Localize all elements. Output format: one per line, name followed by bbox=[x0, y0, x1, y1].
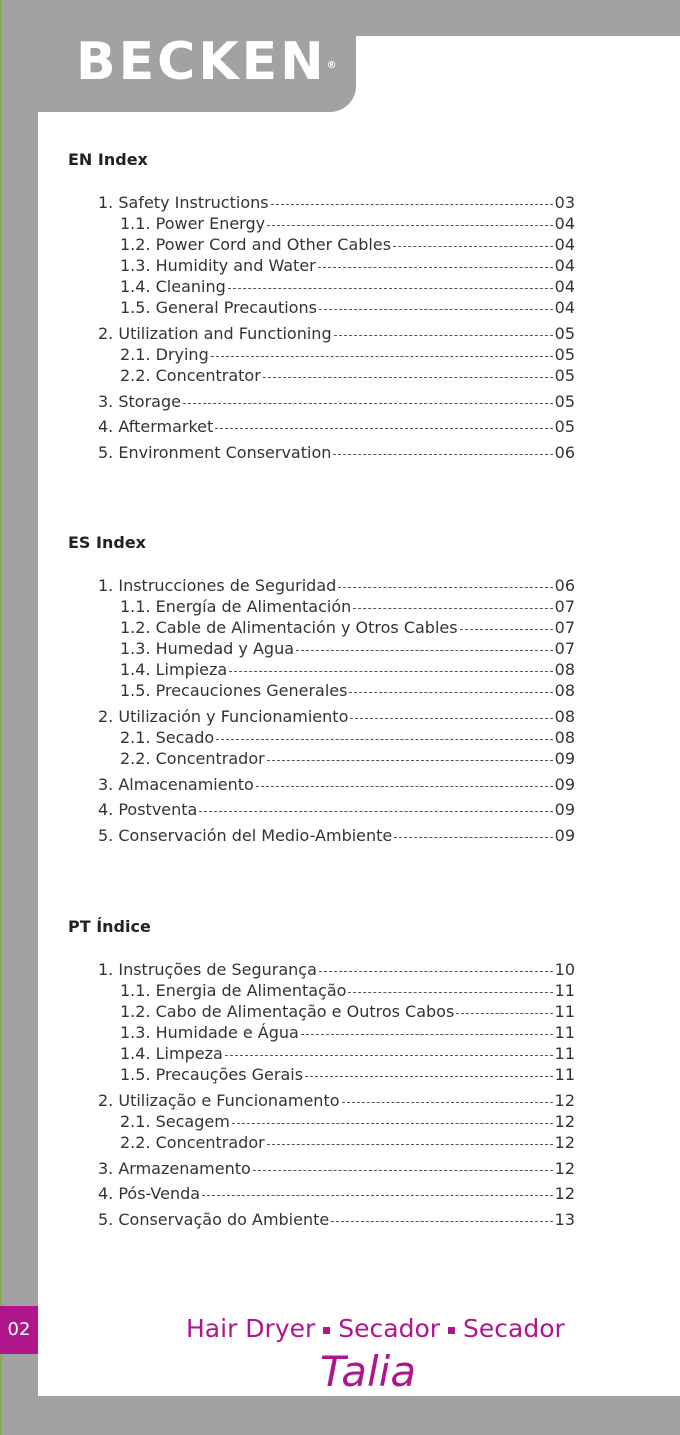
toc-entry-label: 2.1. Secado bbox=[120, 728, 215, 747]
toc-entry-page: 13 bbox=[554, 1210, 575, 1229]
toc-entry[interactable] bbox=[120, 660, 575, 680]
toc-entry-label: 4. Pós-Venda bbox=[98, 1184, 201, 1203]
toc-entry-page: 11 bbox=[554, 1023, 575, 1042]
dot-leader bbox=[318, 267, 553, 268]
dot-leader bbox=[271, 204, 553, 205]
dot-leader bbox=[202, 1195, 553, 1196]
toc-entry-label: 2.2. Concentrador bbox=[120, 1133, 265, 1152]
dot-leader bbox=[350, 718, 552, 719]
toc-entry-page: 10 bbox=[554, 960, 575, 979]
toc-entry-label: 1.2. Cable de Alimentación y Otros Cables bbox=[120, 618, 458, 637]
toc-entry-page: 11 bbox=[554, 1002, 575, 1021]
toc-entry[interactable] bbox=[120, 639, 575, 659]
toc-entry[interactable] bbox=[120, 618, 575, 638]
toc-entry[interactable] bbox=[120, 256, 575, 276]
toc-entry-label: 2.1. Drying bbox=[120, 345, 209, 364]
dot-leader bbox=[305, 1076, 553, 1077]
toc-entry-page: 08 bbox=[554, 660, 575, 679]
product-line-pt: Secador bbox=[463, 1314, 565, 1343]
toc-entry-page: 03 bbox=[554, 193, 575, 212]
toc-entry-label: 1.4. Cleaning bbox=[120, 277, 226, 296]
toc-entry-label: 1. Instrucciones de Seguridad bbox=[98, 576, 337, 595]
dot-leader bbox=[348, 992, 552, 993]
toc-entry[interactable] bbox=[120, 1023, 575, 1043]
dot-leader bbox=[229, 671, 552, 672]
toc-entry-page: 04 bbox=[554, 277, 575, 296]
toc-entry[interactable] bbox=[98, 193, 575, 213]
toc-entry[interactable] bbox=[120, 366, 575, 386]
toc-entry-page: 04 bbox=[554, 256, 575, 275]
toc-entry[interactable] bbox=[120, 749, 575, 769]
toc-entry-page: 08 bbox=[554, 681, 575, 700]
toc-entry-page: 09 bbox=[554, 800, 575, 819]
toc-entry-label: 2.2. Concentrator bbox=[120, 366, 261, 385]
dot-leader bbox=[253, 1170, 553, 1171]
toc-entry[interactable] bbox=[120, 681, 575, 701]
toc-entry[interactable] bbox=[120, 235, 575, 255]
dot-leader bbox=[267, 760, 553, 761]
toc-entry[interactable] bbox=[120, 1112, 575, 1132]
toc-entry[interactable] bbox=[120, 214, 575, 234]
toc-entry[interactable] bbox=[120, 1044, 575, 1064]
toc-entry[interactable] bbox=[120, 277, 575, 297]
toc-entry-page: 11 bbox=[554, 981, 575, 1000]
dot-leader bbox=[232, 1123, 553, 1124]
toc-entry-page: 05 bbox=[554, 345, 575, 364]
toc-entry-page: 12 bbox=[554, 1184, 575, 1203]
toc-entry-page: 12 bbox=[554, 1159, 575, 1178]
toc-entry-page: 09 bbox=[554, 826, 575, 845]
section-title: ES Index bbox=[68, 533, 146, 552]
toc-entry[interactable] bbox=[98, 1210, 575, 1230]
dot-leader bbox=[393, 246, 553, 247]
toc-entry-page: 08 bbox=[554, 707, 575, 726]
dot-leader bbox=[342, 1102, 553, 1103]
toc-entry-label: 1.5. Precauções Gerais bbox=[120, 1065, 304, 1084]
dot-leader bbox=[228, 288, 553, 289]
toc-entry-page: 07 bbox=[554, 618, 575, 637]
dot-leader bbox=[333, 454, 552, 455]
toc-entry-page: 09 bbox=[554, 775, 575, 794]
product-line bbox=[186, 1314, 565, 1344]
dot-leader bbox=[225, 1055, 553, 1056]
toc-entry[interactable] bbox=[98, 417, 575, 437]
toc-entry-label: 1.1. Energia de Alimentação bbox=[120, 981, 347, 1000]
dot-leader bbox=[338, 587, 552, 588]
dot-leader bbox=[215, 428, 552, 429]
toc-entry-page: 06 bbox=[554, 443, 575, 462]
dot-leader bbox=[301, 1034, 553, 1035]
dot-leader bbox=[319, 309, 553, 310]
dot-leader bbox=[267, 225, 553, 226]
toc-entry-page: 09 bbox=[554, 749, 575, 768]
dot-leader bbox=[267, 1144, 553, 1145]
toc-entry[interactable] bbox=[98, 826, 575, 846]
model-name: Talia bbox=[320, 1347, 417, 1396]
toc-entry-page: 07 bbox=[554, 597, 575, 616]
toc-entry-label: 1.3. Humedad y Agua bbox=[120, 639, 295, 658]
toc-entry-page: 05 bbox=[554, 366, 575, 385]
toc-entry[interactable] bbox=[98, 1159, 575, 1179]
brand-logo: BECKEN® bbox=[76, 32, 337, 92]
toc-entry-label: 1.2. Cabo de Alimentação e Outros Cabos bbox=[120, 1002, 455, 1021]
toc-entry-page: 05 bbox=[554, 417, 575, 436]
toc-entry-page: 05 bbox=[554, 324, 575, 343]
toc-entry[interactable] bbox=[98, 1091, 575, 1111]
toc-entry[interactable] bbox=[120, 597, 575, 617]
dot-leader bbox=[199, 811, 552, 812]
toc-entry-page: 05 bbox=[554, 392, 575, 411]
toc-entry-label: 4. Postventa bbox=[98, 800, 198, 819]
page-number-badge: 02 bbox=[0, 1306, 38, 1354]
toc-entry-label: 1.4. Limpeza bbox=[120, 1044, 223, 1063]
separator-square-icon bbox=[323, 1327, 330, 1334]
separator-square-icon bbox=[448, 1327, 455, 1334]
dot-leader bbox=[211, 356, 553, 357]
toc-entry-label: 1.4. Limpieza bbox=[120, 660, 228, 679]
toc-entry[interactable] bbox=[98, 1184, 575, 1204]
toc-entry-page: 04 bbox=[554, 214, 575, 233]
product-line-en: Hair Dryer bbox=[186, 1314, 316, 1343]
toc-entry-label: 1.3. Humidity and Water bbox=[120, 256, 316, 275]
toc-entry[interactable] bbox=[98, 960, 575, 980]
toc-entry-label: 1.3. Humidade e Água bbox=[120, 1023, 299, 1042]
toc-entry-page: 12 bbox=[554, 1112, 575, 1131]
dot-leader bbox=[183, 403, 553, 404]
toc-entry[interactable] bbox=[120, 1133, 575, 1153]
toc-entry[interactable] bbox=[98, 324, 575, 344]
toc-entry-label: 2.2. Concentrador bbox=[120, 749, 265, 768]
toc-entry[interactable] bbox=[120, 981, 575, 1001]
toc-entry-label: 2. Utilización y Funcionamiento bbox=[98, 707, 349, 726]
dot-leader bbox=[334, 335, 553, 336]
toc-entry[interactable] bbox=[98, 576, 575, 596]
dot-leader bbox=[319, 971, 553, 972]
dot-leader bbox=[456, 1013, 552, 1014]
toc-entry-label: 3. Armazenamento bbox=[98, 1159, 251, 1178]
toc-entry-page: 12 bbox=[554, 1091, 575, 1110]
product-line-es: Secador bbox=[338, 1314, 441, 1343]
toc-entry-page: 04 bbox=[554, 235, 575, 254]
toc-entry-page: 08 bbox=[554, 728, 575, 747]
toc-entry[interactable] bbox=[120, 1002, 575, 1022]
toc-entry-page: 11 bbox=[554, 1065, 575, 1084]
toc-entry-page: 11 bbox=[554, 1044, 575, 1063]
toc-entry[interactable] bbox=[120, 345, 575, 365]
dot-leader bbox=[296, 650, 553, 651]
toc-entry-page: 06 bbox=[554, 576, 575, 595]
toc-entry-label: 4. Aftermarket bbox=[98, 417, 214, 436]
toc-entry[interactable] bbox=[120, 298, 575, 318]
toc-entry-label: 1.5. Precauciones Generales bbox=[120, 681, 348, 700]
dot-leader bbox=[349, 692, 552, 693]
toc-entry[interactable] bbox=[98, 707, 575, 727]
dot-leader bbox=[216, 739, 552, 740]
toc-entry-label: 5. Conservación del Medio-Ambiente bbox=[98, 826, 393, 845]
toc-entry-label: 2. Utilização e Funcionamento bbox=[98, 1091, 340, 1110]
toc-entry-label: 1.5. General Precautions bbox=[120, 298, 317, 317]
dot-leader bbox=[256, 786, 553, 787]
toc-entry[interactable] bbox=[120, 1065, 575, 1085]
toc-entry-label: 5. Environment Conservation bbox=[98, 443, 332, 462]
green-edge-stripe bbox=[0, 0, 2, 1435]
dot-leader bbox=[460, 629, 553, 630]
toc-entry-page: 07 bbox=[554, 639, 575, 658]
toc-entry[interactable] bbox=[120, 728, 575, 748]
toc-entry[interactable] bbox=[98, 800, 575, 820]
toc-entry-label: 3. Storage bbox=[98, 392, 181, 411]
toc-entry-label: 1. Instruções de Segurança bbox=[98, 960, 317, 979]
dot-leader bbox=[263, 377, 553, 378]
toc-entry[interactable] bbox=[98, 392, 575, 412]
toc-entry[interactable] bbox=[98, 443, 575, 463]
dot-leader bbox=[353, 608, 552, 609]
toc-entry-label: 1.2. Power Cord and Other Cables bbox=[120, 235, 392, 254]
dot-leader bbox=[331, 1221, 552, 1222]
toc-entry[interactable] bbox=[98, 775, 575, 795]
toc-entry-label: 3. Almacenamiento bbox=[98, 775, 254, 794]
toc-entry-label: 1.1. Power Energy bbox=[120, 214, 266, 233]
toc-entry-page: 12 bbox=[554, 1133, 575, 1152]
toc-entry-page: 04 bbox=[554, 298, 575, 317]
toc-entry-label: 2. Utilization and Functioning bbox=[98, 324, 332, 343]
section-title: EN Index bbox=[68, 150, 148, 169]
toc-entry-label: 1. Safety Instructions bbox=[98, 193, 269, 212]
toc-entry-label: 5. Conservação do Ambiente bbox=[98, 1210, 330, 1229]
toc-entry-label: 1.1. Energía de Alimentación bbox=[120, 597, 352, 616]
section-title: PT Índice bbox=[68, 917, 151, 936]
toc-entry-label: 2.1. Secagem bbox=[120, 1112, 230, 1131]
dot-leader bbox=[394, 837, 552, 838]
